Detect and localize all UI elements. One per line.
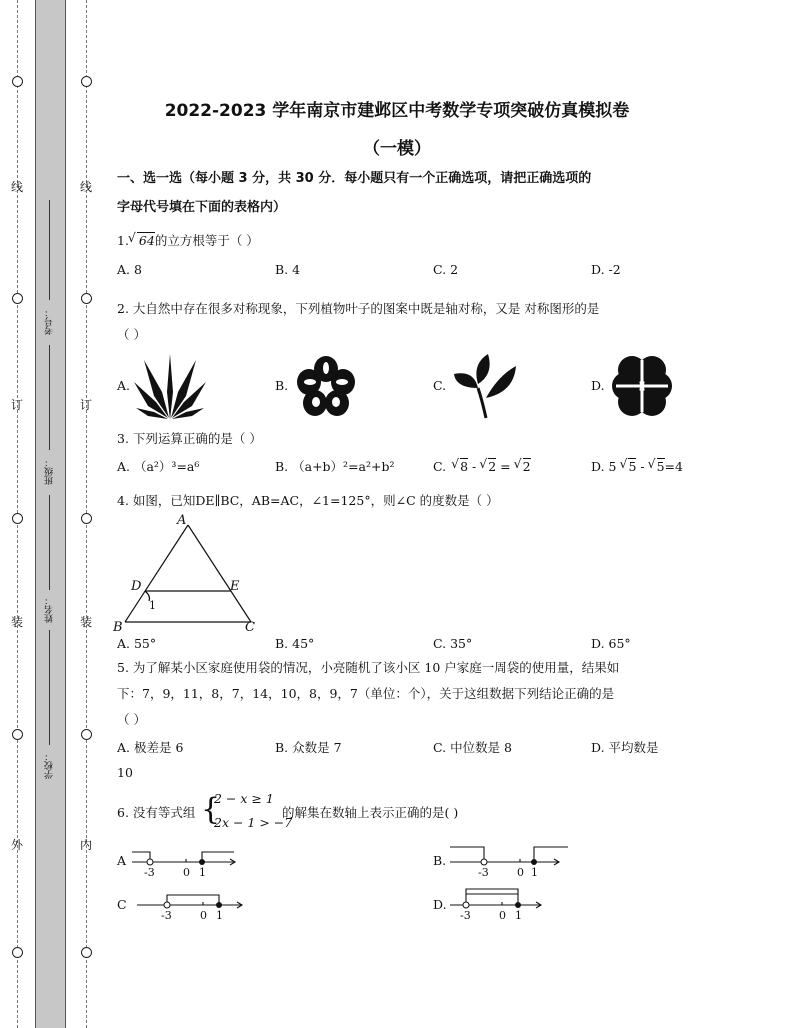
svg-text:0: 0	[499, 909, 506, 922]
q3-option-c[interactable]: C. √ 8 - √ 2 = √ 2	[433, 456, 531, 474]
q6-option-a-label[interactable]: A	[117, 853, 127, 868]
question-3-stem: 3. 下列运算正确的是（ ）	[117, 431, 262, 446]
binding-gutter	[35, 0, 66, 1028]
angle-label-1: 1	[149, 599, 156, 612]
section-heading-cont: 字母代号填在下面的表格内）	[117, 200, 287, 215]
svg-text:1: 1	[515, 909, 522, 922]
question-5-stem: 5. 为了解某小区家庭使用袋的情况，小亮随机了该小区 10 户家庭一周袋的使用量，结果如	[117, 660, 620, 675]
four-lobe-leaf-icon	[608, 352, 676, 420]
side-char: 外	[10, 838, 23, 852]
q4-option-b[interactable]: B. 45°	[275, 636, 315, 651]
side-char: 装	[10, 615, 23, 629]
radical-sign-icon: √	[513, 456, 522, 471]
field-label-class: 班级：	[45, 458, 55, 485]
number-line-a	[130, 842, 240, 882]
q3-option-d[interactable]: D. 5 √ 5 - √ 5=4	[591, 456, 683, 474]
svg-text:-3: -3	[460, 909, 471, 922]
vertex-label-b: B	[113, 620, 123, 632]
binding-hole-icon	[81, 513, 92, 524]
side-char: 线	[10, 180, 23, 194]
field-label-exam-no: 考号：	[45, 308, 55, 335]
field-line	[49, 345, 50, 450]
binding-hole-icon	[12, 293, 23, 304]
question-6-suffix: 的解集在数轴上表示正确的是( )	[282, 805, 459, 820]
q5-option-d[interactable]: D. 平均数是	[591, 740, 659, 755]
question-5-data: 下：7，9，11，8，7，14，10，8，9，7（单位：个），关于这组数据下列结论正确的是	[117, 686, 615, 701]
radical-sign-icon: √	[479, 456, 488, 471]
q6-option-d-label[interactable]: D.	[433, 897, 447, 912]
svg-text:-3: -3	[478, 866, 489, 879]
number-line-d	[448, 885, 548, 925]
svg-text:1: 1	[531, 866, 538, 879]
vertex-label-a: A	[177, 513, 187, 528]
q4-option-c[interactable]: C. 35°	[433, 636, 473, 651]
inequality-2: 2x − 1 > −7	[214, 815, 293, 830]
page-subtitle: （一模）	[363, 139, 431, 159]
side-char: 装	[79, 615, 92, 629]
number-line-b	[448, 842, 573, 882]
side-char: 订	[10, 398, 23, 412]
q3-option-a[interactable]: A. （a²）³=a⁶	[117, 459, 200, 474]
vertex-label-e: E	[230, 579, 240, 594]
q4-option-a[interactable]: A. 55°	[117, 636, 157, 651]
q1-option-a[interactable]: A. 8	[117, 262, 142, 277]
binding-hole-icon	[81, 729, 92, 740]
q5-option-b[interactable]: B. 众数是 7	[275, 740, 342, 755]
q5-option-c[interactable]: C. 中位数是 8	[433, 740, 512, 755]
q2-option-d-label[interactable]: D.	[591, 378, 605, 393]
hemp-leaf-icon	[134, 352, 206, 424]
field-label-name: 姓名：	[45, 596, 55, 623]
radical-sign-icon: √	[451, 456, 460, 471]
binding-hole-icon	[12, 729, 23, 740]
svg-text:1: 1	[199, 866, 206, 879]
question-4-stem: 4. 如图，已知DE∥BC，AB=AC，∠1=125°，则∠C 的度数是（ ）	[117, 493, 499, 508]
binding-hole-icon	[12, 513, 23, 524]
system-brace-icon: {	[201, 792, 221, 827]
binding-hole-icon	[12, 947, 23, 958]
side-char: 线	[79, 180, 92, 194]
side-char: 内	[79, 838, 92, 852]
radical-sign-icon: √	[619, 456, 628, 471]
radical-sign-icon: √	[127, 230, 136, 245]
binding-hole-icon	[81, 947, 92, 958]
svg-text:-3: -3	[144, 866, 155, 879]
question-5-paren: （ ）	[117, 712, 146, 727]
field-label-school: 学校：	[45, 752, 55, 779]
q3-option-b[interactable]: B. （a+b）²=a²+b²	[275, 459, 395, 474]
vertex-label-c: C	[245, 620, 255, 632]
svg-text:0: 0	[200, 909, 207, 922]
q1-option-b[interactable]: B. 4	[275, 262, 301, 277]
binding-hole-icon	[81, 76, 92, 87]
leaf-sprig-icon	[452, 352, 518, 420]
q2-option-a-label[interactable]: A.	[117, 378, 131, 393]
five-petal-flower-icon	[292, 353, 360, 421]
number-line-c	[135, 885, 250, 925]
q2-option-b-label[interactable]: B.	[275, 378, 289, 393]
field-line	[49, 630, 50, 745]
sqrt-expression: √ 64	[127, 230, 155, 248]
side-char: 订	[79, 398, 92, 412]
svg-text:1: 1	[216, 909, 223, 922]
radical-sign-icon: √	[647, 456, 656, 471]
q1-option-d[interactable]: D. -2	[591, 262, 621, 277]
q5-option-a[interactable]: A. 极差是 6	[117, 740, 184, 755]
inequality-1: 2 − x ≥ 1	[214, 791, 274, 806]
question-2-stem: 2. 大自然中存在很多对称现象，下列植物叶子的图案中既是轴对称，又是 对称图形的是	[117, 301, 600, 316]
binding-hole-icon	[12, 76, 23, 87]
svg-text:0: 0	[517, 866, 524, 879]
question-2-paren: （ ）	[117, 327, 146, 342]
section-heading: 一、选一选（每小题 3 分，共 30 分．每小题只有一个正确选项，请把正确选项的	[117, 171, 592, 186]
q1-option-c[interactable]: C. 2	[433, 262, 459, 277]
q6-option-c-label[interactable]: C	[117, 897, 127, 912]
binding-hole-icon	[81, 293, 92, 304]
q2-option-c-label[interactable]: C.	[433, 378, 447, 393]
q4-option-d[interactable]: D. 65°	[591, 636, 631, 651]
vertex-label-d: D	[131, 579, 142, 594]
field-line	[49, 495, 50, 590]
q5-option-d-cont: 10	[117, 765, 133, 780]
q6-option-b-label[interactable]: B.	[433, 853, 447, 868]
page-title: 2022-2023 学年南京市建邺区中考数学专项突破仿真模拟卷	[164, 101, 630, 121]
question-6-prefix: 6. 没有等式组	[117, 805, 196, 820]
question-1-stem: 1. √ 64的立方根等于（ ）	[117, 230, 259, 248]
triangle-figure	[113, 512, 263, 632]
field-line	[49, 200, 50, 300]
svg-text:-3: -3	[161, 909, 172, 922]
svg-text:0: 0	[183, 866, 190, 879]
